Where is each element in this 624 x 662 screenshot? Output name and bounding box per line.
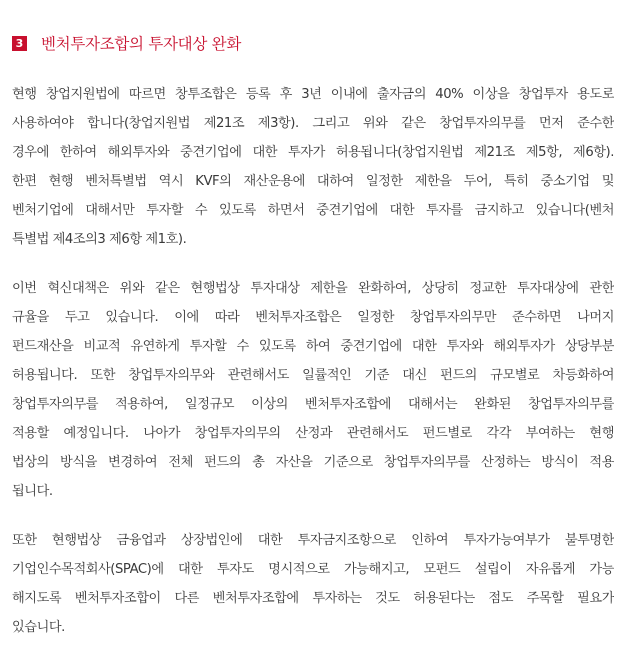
text-line: 사용하여야 합니다(창업지원법 제21조 제3항). 그리고 위와 같은 창업투자의무를 먼저 준수한 [12,116,614,131]
text-line: 특별법 제4조의3 제6항 제1호). [12,232,187,247]
text-line: 창업투자의무를 적용하여, 일정규모 이상의 벤처투자조합에 대해서는 완화된 창업투자의무를 [12,397,614,412]
text-line: 규율을 두고 있습니다. 이에 따라 벤처투자조합은 일정한 창업투자의무만 준수하면 나머지 [12,310,614,325]
text-line: 펀드재산을 비교적 유연하게 투자할 수 있도록 하여 중견기업에 대한 투자와 해외투자가 상당부분 [12,339,614,354]
text-line: 해지도록 벤처투자조합이 다른 벤처투자조합에 투자하는 것도 허용된다는 점도 주목할 필요가 [12,591,614,606]
text-line: 한편 현행 벤처특별법 역시 KVF의 재산운용에 대하여 일정한 제한을 두어, 특히 중소기업 및 [12,174,614,189]
text-line: 현행 창업지원법에 따르면 창투조합은 등록 후 3년 이내에 출자금의 40% 이상을 창업투자 용도로 [12,87,614,102]
text-line: 벤처기업에 대해서만 투자할 수 있도록 하면서 중견기업에 대한 투자를 금지하고 있습니다(벤처 [12,203,614,218]
paragraph-1 [12,80,614,254]
text-line: 이번 혁신대책은 위와 같은 현행법상 투자대상 제한을 완화하여, 상당히 정교한 투자대상에 관한 [12,281,614,296]
text-line: 기업인수목적회사(SPAC)에 대한 투자도 명시적으로 가능해지고, 모펀드 설립이 자유롭게 가능 [12,562,614,577]
text-line: 또한 현행법상 금융업과 상장법인에 대한 투자금지조항으로 인하여 투자가능여부가 불투명한 [12,533,614,548]
section-number-badge: 3 [12,36,27,51]
paragraph-3 [12,526,614,642]
text-line: 됩니다. [12,484,53,499]
text-line: 허용됩니다. 또한 창업투자의무와 관련해서도 일률적인 기준 대신 펀드의 규모별로 차등화하여 [12,368,614,383]
section-title: 벤처투자조합의 투자대상 완화 [41,35,242,53]
text-line: 적용할 예정입니다. 나아가 창업투자의무의 산정과 관련해서도 펀드별로 각각 부여하는 현행 [12,426,614,441]
paragraph-2 [12,274,614,506]
section-heading [12,30,614,56]
text-line: 있습니다. [12,620,65,635]
text-line: 경우에 한하여 해외투자와 중견기업에 대한 투자가 허용됩니다(창업지원법 제21조 제5항, 제6항). [12,145,614,160]
text-line: 법상의 방식을 변경하여 전체 펀드의 총 자산을 기준으로 창업투자의무를 산정하는 방식이 적용 [12,455,614,470]
document-body [12,30,614,662]
